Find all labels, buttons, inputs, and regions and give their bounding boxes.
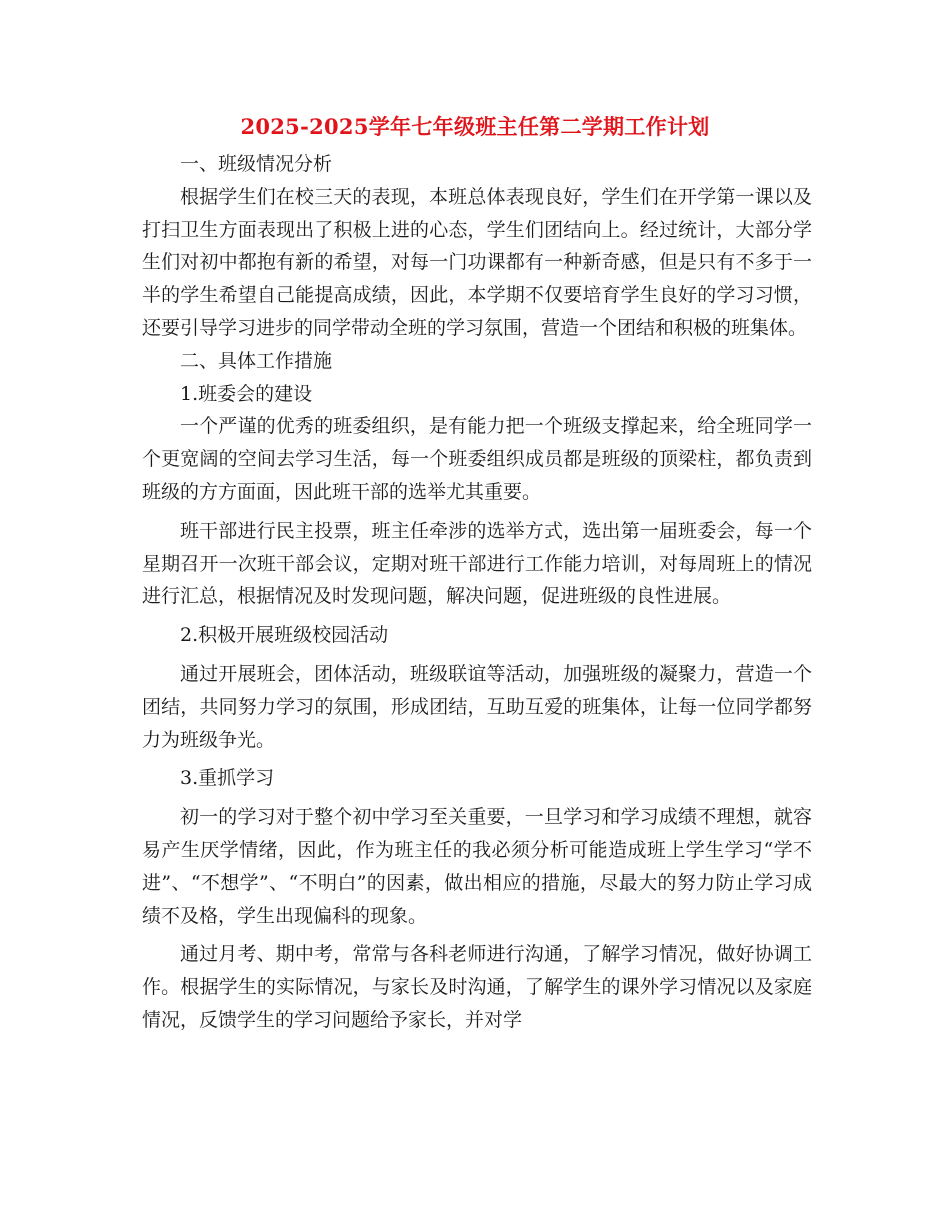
subheading-campus-activities: 2.积极开展班级校园活动	[180, 624, 389, 647]
document-title: 2025-2025学年七年级班主任第二学期工作计划	[240, 114, 710, 139]
paragraph-class-committee-1: 一个严谨的优秀的班委组织，是有能力把一个班级支撑起来，给全班同学一个更宽阔的空间去学习生活，每一个班委组织成员都是班级的顶梁柱，都负责到班级的方方面面，因此班干部的选举尤其重要。	[142, 415, 812, 503]
paragraph-campus-activities: 通过开展班会，团体活动，班级联谊等活动，加强班级的凝聚力，营造一个团结，共同努力学习的氛围，形成团结，互助互爱的班集体，让每一位同学都努力为班级争光。	[142, 662, 812, 751]
section-heading-measures: 二、具体工作措施	[180, 349, 333, 372]
subheading-class-committee: 1.班委会的建设	[180, 382, 313, 405]
subheading-study-focus: 3.重抓学习	[180, 767, 275, 790]
paragraph-study-focus-2: 通过月考、期中考，常常与各科老师进行沟通，了解学习情况，做好协调工作。根据学生的实际情况，与家长及时沟通，了解学生的课外学习情况以及家庭情况，反馈学生的学习问题给予家长，并对学	[142, 943, 812, 1031]
document-body	[142, 148, 812, 1037]
paragraph-class-analysis: 根据学生们在校三天的表现，本班总体表现良好，学生们在开学第一课以及打扫卫生方面表现出了积极上进的心态，学生们团结向上。经过统计，大部分学生们对初中都抱有新的希望，对每一门功课都有一种新奇感，但是只有不多于一半的学生希望自己能提高成绩，因此，本学期不仅要培育学生良好的学习习惯，还要引导学习进步的同学带动全班的学习氛围，营造一个团结和积极的班集体。	[142, 185, 812, 339]
paragraph-study-focus-1: 初一的学习对于整个初中学习至关重要，一旦学习和学习成绩不理想，就容易产生厌学情绪，因此，作为班主任的我必须分析可能造成班上学生学习“学不进”、“不想学”、“不明白”的因素，做出相应的措施，尽最大的努力防止学习成绩不及格，学生出现偏科的现象。	[142, 806, 812, 927]
paragraph-class-committee-2: 班干部进行民主投票，班主任牵涉的选举方式，选出第一届班委会，每一个星期召开一次班干部会议，定期对班干部进行工作能力培训，对每周班上的情况进行汇总，根据情况及时发现问题，解决问题，促进班级的良性进展。	[142, 519, 812, 608]
section-heading-class-analysis: 一、班级情况分析	[180, 153, 333, 175]
